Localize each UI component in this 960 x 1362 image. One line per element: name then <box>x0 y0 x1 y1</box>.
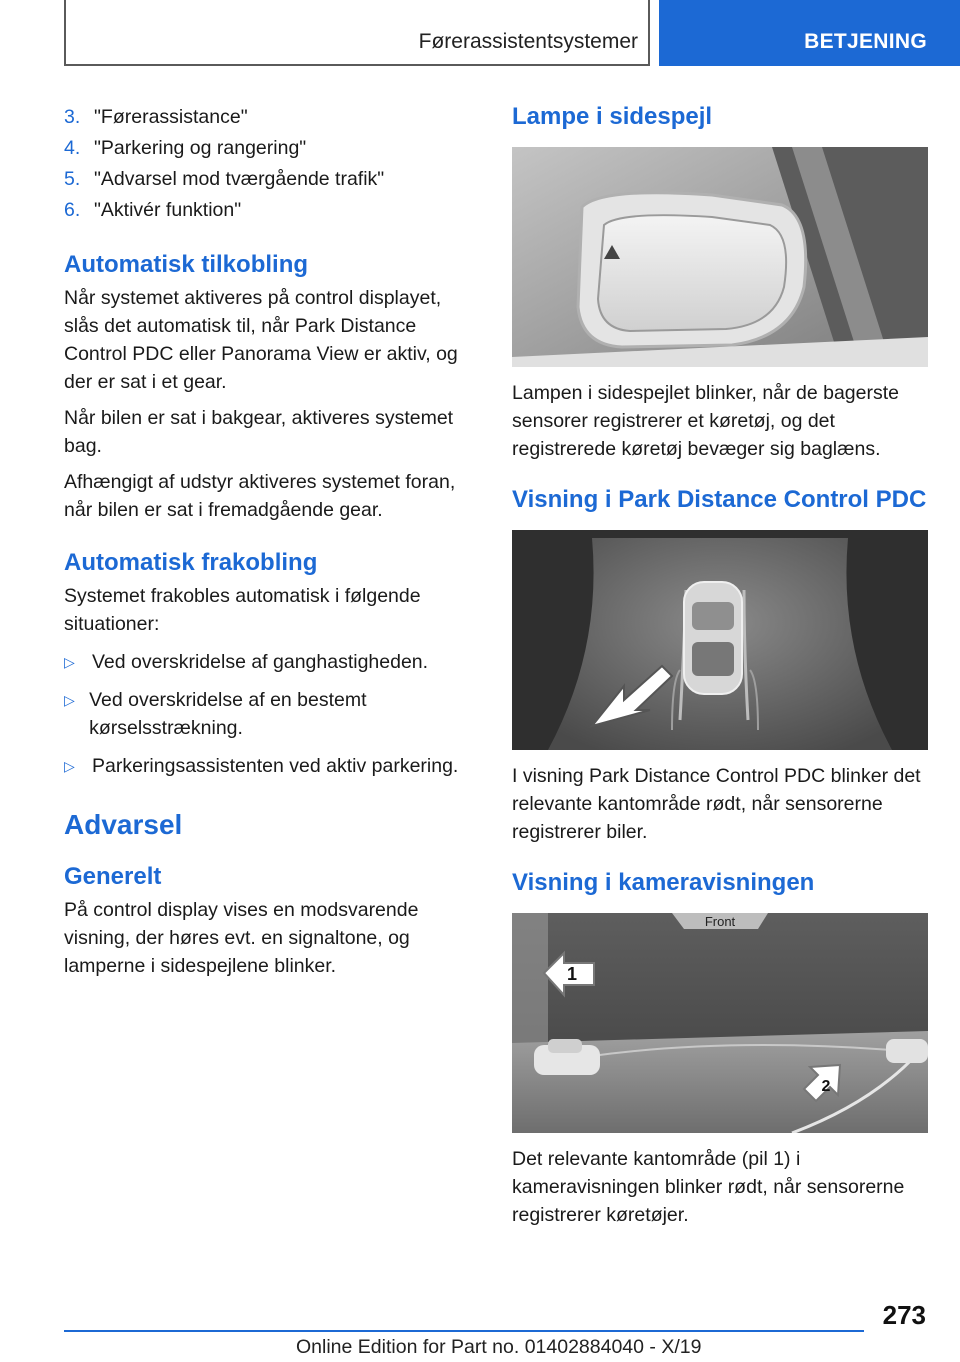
list-item <box>64 686 480 742</box>
bullet-list <box>64 648 480 780</box>
left-column <box>64 100 480 980</box>
bullet-text: Ved overskridelse af ganghastigheden. <box>92 651 429 673</box>
auto-off-paragraph: Systemet frakobles automatisk i følgende situationer: <box>64 585 421 635</box>
camera-illustration <box>512 913 928 1133</box>
auto-on-paragraph-1: Når systemet aktiveres på control displayet, slås det automatisk til, når Park Distance Control PDC eller Panorama View er aktiv, og der er sat i et gear. <box>64 287 458 393</box>
heading-mirror-lamp: Lampe i sidespejl <box>512 103 713 130</box>
arrow-1-label: 1 <box>566 964 578 984</box>
heading-pdc-view: Visning i Park Distance Control PDC <box>512 486 927 513</box>
footer-edition: Online Edition for Part no. 01402884040 - X/19 <box>296 1336 702 1358</box>
heading-auto-on: Automatisk tilkobling <box>64 251 309 278</box>
mirror-paragraph: Lampen i sidespejlet blinker, når de bagerste sensorer registrerer et køretøj, og det registrerede køretøj bevæger sig baglæns. <box>512 382 899 460</box>
camera-paragraph: Det relevante kantområde (pil 1) i kameravisningen blinker rødt, når sensorerne registrerer køretøjer. <box>512 1148 905 1226</box>
header-section-box <box>64 0 650 66</box>
page-number: 273 <box>882 1300 926 1330</box>
list-item <box>64 648 480 676</box>
step-number: 4. <box>64 137 81 159</box>
step-list <box>64 102 480 226</box>
step-text: "Aktivér funktion" <box>94 199 242 221</box>
heading-auto-off: Automatisk frakobling <box>64 549 318 576</box>
header-chapter-tab[interactable] <box>659 0 960 66</box>
auto-on-paragraph-3: Afhængigt af udstyr aktiveres systemet foran, når bilen er sat i fremadgående gear. <box>64 471 456 521</box>
step-text: "Advarsel mod tværgående trafik" <box>94 168 385 190</box>
bullet-text: Ved overskridelse af en bestemt kørselsstrækning. <box>89 689 367 739</box>
general-paragraph: På control display vises en modsvarende visning, der høres evt. en signaltone, og lamperne i sidespejlene blinker. <box>64 899 419 977</box>
triangle-bullet-icon: ▷ <box>64 692 75 708</box>
footer-divider <box>64 1330 864 1332</box>
step-text: "Parkering og rangering" <box>94 137 307 159</box>
pdc-paragraph: I visning Park Distance Control PDC blinker det relevante kantområde rødt, når sensorerne registrerer biler. <box>512 765 921 843</box>
step-item <box>64 195 480 226</box>
heading-general: Generelt <box>64 863 162 890</box>
step-item <box>64 102 480 133</box>
step-text: "Førerassistance" <box>94 106 248 128</box>
header-section-title: Førerassistentsystemer <box>418 30 638 53</box>
arrow-2-label: 2 <box>821 1078 831 1095</box>
pdc-illustration <box>512 530 928 750</box>
auto-on-paragraph-2: Når bilen er sat i bakgear, aktiveres systemet bag. <box>64 407 454 457</box>
front-label: Front <box>704 914 736 929</box>
step-number: 3. <box>64 106 81 128</box>
list-item <box>64 752 480 780</box>
mirror-illustration <box>512 147 928 367</box>
heading-warning: Advarsel <box>64 809 183 840</box>
step-number: 5. <box>64 168 81 190</box>
step-item <box>64 164 480 195</box>
step-item <box>64 133 480 164</box>
heading-camera-view: Visning i kameravisningen <box>512 869 815 896</box>
header-chapter-label: BETJENING <box>804 30 927 53</box>
triangle-bullet-icon: ▷ <box>64 654 75 670</box>
bullet-text: Parkeringsassistenten ved aktiv parkering. <box>92 755 459 777</box>
right-column <box>512 100 928 1229</box>
step-number: 6. <box>64 199 81 221</box>
triangle-bullet-icon: ▷ <box>64 758 75 774</box>
